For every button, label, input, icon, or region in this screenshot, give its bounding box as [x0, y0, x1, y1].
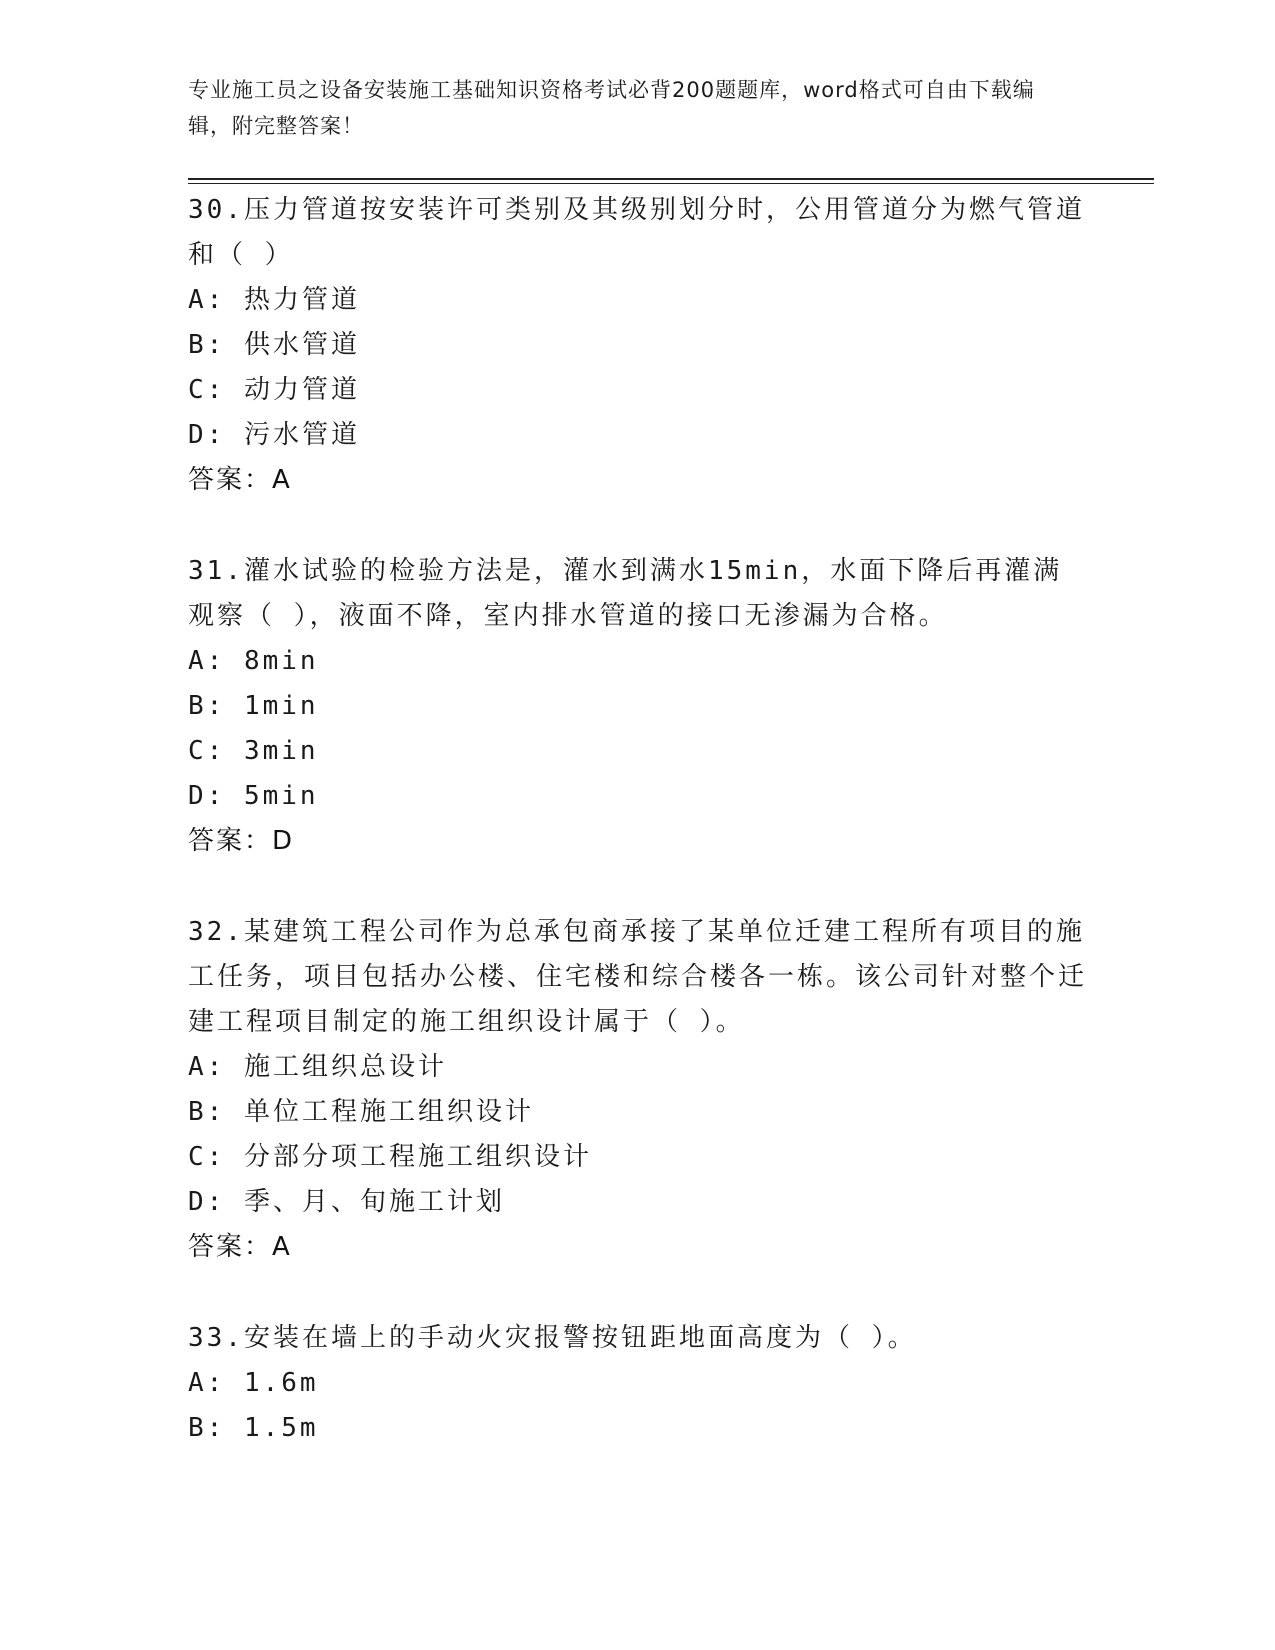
option-b: B: 1min [188, 691, 319, 721]
question-33 [188, 1316, 1088, 1451]
answer-line: 答案：A [188, 465, 292, 495]
answer-line: 答案：A [188, 1232, 292, 1262]
option-b: B: 单位工程施工组织设计 [188, 1097, 534, 1127]
question-list [188, 188, 1088, 1497]
header-rule-thin [188, 183, 1154, 184]
option-d: D: 5min [188, 781, 319, 811]
option-c: C: 动力管道 [188, 375, 360, 405]
document-header: 专业施工员之设备安装施工基础知识资格考试必背200题题库，word格式可自由下载编辑，附完整答案！ [188, 78, 1035, 138]
question-32 [188, 910, 1088, 1270]
question-stem: 30.压力管道按安装许可类别及其级别划分时，公用管道分为燃气管道和（ ） [188, 195, 1085, 270]
option-c: C: 分部分项工程施工组织设计 [188, 1142, 592, 1172]
answer-line: 答案：D [188, 826, 295, 856]
header-rule-thick [188, 178, 1154, 180]
option-a: A: 施工组织总设计 [188, 1052, 447, 1082]
option-c: C: 3min [188, 736, 319, 766]
question-31 [188, 549, 1088, 864]
question-stem: 33.安装在墙上的手动火灾报警按钮距地面高度为（ ）。 [188, 1323, 917, 1353]
option-a: A: 热力管道 [188, 285, 360, 315]
option-a: A: 1.6m [188, 1368, 319, 1398]
option-a: A: 8min [188, 646, 319, 676]
question-30 [188, 188, 1088, 503]
option-d: D: 季、月、旬施工计划 [188, 1187, 505, 1217]
option-b: B: 供水管道 [188, 330, 360, 360]
question-stem: 32.某建筑工程公司作为总承包商承接了某单位迁建工程所有项目的施工任务，项目包括办公楼、住宅楼和综合楼各一栋。该公司针对整个迁建工程项目制定的施工组织设计属于（ ）。 [188, 917, 1088, 1037]
option-b: B: 1.5m [188, 1413, 319, 1443]
question-stem: 31.灌水试验的检验方法是，灌水到满水15min，水面下降后再灌满观察（ ），液面不降，室内排水管道的接口无渗漏为合格。 [188, 556, 1063, 631]
option-d: D: 污水管道 [188, 420, 360, 450]
